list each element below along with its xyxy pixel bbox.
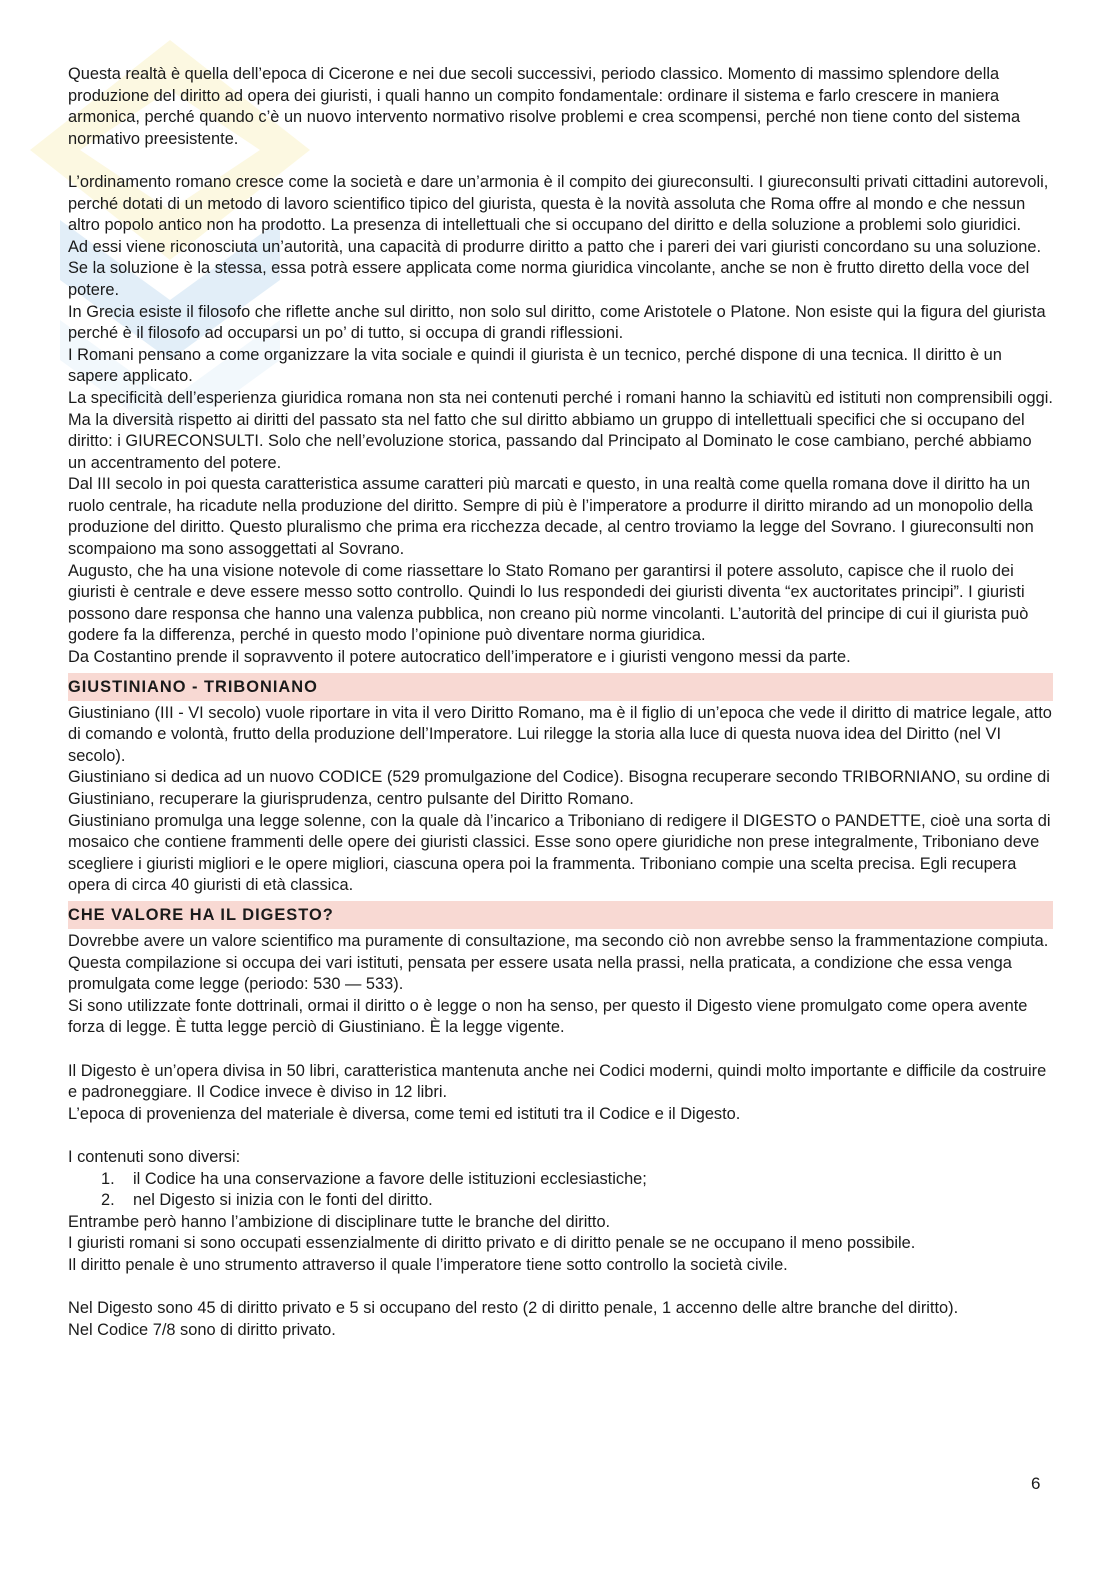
- paragraph: Augusto, che ha una visione notevole di come riassettare lo Stato Romano per garantirsi il potere assoluto, capisce che il ruolo dei giuristi è centrale e deve essere messo sotto controllo. Quindi lo Ius respondedi dei giuristi diventa “ex auctoritates principi”. I giuristi possono dare responsa che hanno una valenza pubblica, non creano più norme vincolanti. L’autorità del principe di cui il giurista può godere fa la differenza, perché in questo modo l’opinione può diventare norma giuridica.: [68, 561, 1029, 645]
- paragraph: Il Digesto è un’opera divisa in 50 libri, caratteristica mantenuta anche nei Codici moderni, quindi molto importante e difficile da costruire e padroneggiare. Il Codice invece è diviso in 12 libri.: [68, 1061, 1047, 1102]
- paragraph: In Grecia esiste il filosofo che riflette anche sul diritto, non solo sul diritto, come Aristotele o Platone. Non esiste qui la figura del giurista perché è il filosofo ad occuparsi un po’ di tutto, si occupa di grandi riflessioni.: [68, 302, 1046, 343]
- paragraph: Giustiniano si dedica ad un nuovo CODICE (529 promulgazione del Codice). Bisogna recuperare secondo TRIBORNIANO, su ordine di Giustiniano, recuperare la giurisprudenza, centro pulsante del Diritto Romano.: [68, 768, 1050, 808]
- contents-list: [68, 1169, 1053, 1212]
- paragraph: Si sono utilizzate fonte dottrinali, ormai il diritto o è legge o non ha senso, per questo il Digesto viene promulgato come opera avente forza di legge. È tutta legge perciò di Giustiniano. È la legge vigente.: [68, 996, 1028, 1037]
- section-heading-giustiniano: GIUSTINIANO - TRIBONIANO: [68, 673, 1053, 701]
- paragraph: Da Costantino prende il sopravvento il potere autocratico dell’imperatore e i giuristi vengono messi da parte.: [68, 648, 851, 667]
- paragraph: La specificità dell’esperienza giuridica romana non sta nei contenuti perché i romani hanno la schiavitù ed istituti non comprensibili oggi. Ma la diversità rispetto ai diritti del passato sta nel fatto che sul diritto abbiamo un gruppo di intellettuali specifici che si occupano del diritto: i GIURECONSULTI. Solo che nell’evoluzione storica, passando dal Principato al Dominato le cose cambiano, perché abbiamo un accentramento del potere.: [68, 388, 1053, 472]
- document-page: [68, 64, 1053, 1341]
- paragraph: Dovrebbe avere un valore scientifico ma puramente di consultazione, ma secondo ciò non avrebbe senso la frammentazione compiuta. Questa compilazione si occupa dei vari istituti, pensata per essere usata nella prassi, nella praticata, a condizione che essa venga promulgata come legge (periodo: 530 — 533).: [68, 931, 1049, 994]
- paragraph: Dal III secolo in poi questa caratteristica assume caratteri più marcati e questo, in una realtà come quella romana dove il diritto ha un ruolo centrale, ha ricadute nella produzione del diritto. Sempre di più è l’imperatore a produrre il diritto mirando ad un monopolio della produzione del diritto. Questo pluralismo che prima era ricchezza decade, al centro troviamo la legge del Sovrano. I giureconsulti non scompaiono ma sono assoggettati al Sovrano.: [68, 475, 1034, 559]
- paragraph: I giuristi romani si sono occupati essenzialmente di diritto privato e di diritto penale se ne occupano il meno possibile.: [68, 1234, 916, 1253]
- paragraph: I Romani pensano a come organizzare la vita sociale e quindi il giurista è un tecnico, perché dispone di una tecnica. Il diritto è un sapere applicato.: [68, 345, 1002, 386]
- list-item: [68, 1169, 1053, 1191]
- paragraph: Giustiniano promulga una legge solenne, con la quale dà l’incarico a Triboniano di redigere il DIGESTO o PANDETTE, cioè una sorta di mosaico che contiene frammenti delle opere dei giuristi classici. Esse sono opere giuridiche non prese integralmente, Triboniano deve scegliere i giuristi migliori e le opere migliori, ciascuna opera poi la frammenta. Triboniano compie una scelta precisa. Egli recupera opera di circa 40 giuristi di età classica.: [68, 811, 1051, 895]
- list-text: nel Digesto si inizia con le fonti del diritto.: [133, 1191, 433, 1210]
- paragraph: Nel Codice 7/8 sono di diritto privato.: [68, 1320, 336, 1339]
- paragraph: Il diritto penale è uno strumento attraverso il quale l’imperatore tiene sotto controllo la società civile.: [68, 1255, 788, 1274]
- paragraph: Ad essi viene riconosciuta un’autorità, una capacità di produrre diritto a patto che i pareri dei vari giuristi concordano su una soluzione. Se la soluzione è la stessa, essa potrà essere applicata come norma giuridica vincolante, anche se non è frutto diretto della voce del potere.: [68, 237, 1042, 299]
- list-item: [68, 1190, 1053, 1212]
- paragraph: Entrambe però hanno l’ambizione di disciplinare tutte le branche del diritto.: [68, 1212, 611, 1231]
- paragraph: Nel Digesto sono 45 di diritto privato e 5 si occupano del resto (2 di diritto penale, 1 accenno delle altre branche del diritto).: [68, 1299, 959, 1318]
- paragraph: L’ordinamento romano cresce come la società e dare un’armonia è il compito dei giureconsulti. I giureconsulti privati cittadini autorevoli, perché dotati di un metodo di lavoro scientifico tipico del giurista, questa è la novità assoluta che Roma offre al mondo e che nessun altro popolo antico non ha prodotto. La presenza di intellettuali che si occupano del diritto e della soluzione a problemi solo giuridici.: [68, 172, 1049, 235]
- list-number: 2.: [101, 1191, 115, 1210]
- section-heading-digesto: CHE VALORE HA IL DIGESTO?: [68, 901, 1053, 929]
- page-number: 6: [1031, 1474, 1041, 1493]
- list-number: 1.: [101, 1169, 115, 1188]
- paragraph: Questa realtà è quella dell’epoca di Cicerone e nei due secoli successivi, periodo classico. Momento di massimo splendore della produzione del diritto ad opera dei giuristi, i quali hanno un compito fondamentale: ordinare il sistema e farlo crescere in maniera armonica, perché quando c’è un nuovo intervento normativo risolve problemi e crea scompensi, perché non tiene conto del sistema normativo preesistente.: [68, 65, 1021, 148]
- list-text: il Codice ha una conservazione a favore delle istituzioni ecclesiastiche;: [133, 1169, 647, 1188]
- paragraph: L’epoca di provenienza del materiale è diversa, come temi ed istituti tra il Codice e il Digesto.: [68, 1104, 741, 1123]
- list-intro: I contenuti sono diversi:: [68, 1147, 241, 1166]
- paragraph: Giustiniano (III - VI secolo) vuole riportare in vita il vero Diritto Romano, ma è il figlio di un’epoca che vede il diritto di matrice legale, atto di comando e volontà, frutto della produzione dell’Imperatore. Lui rilegge la storia alla luce di questa nuova idea del Diritto (nel VI secolo).: [68, 703, 1052, 765]
